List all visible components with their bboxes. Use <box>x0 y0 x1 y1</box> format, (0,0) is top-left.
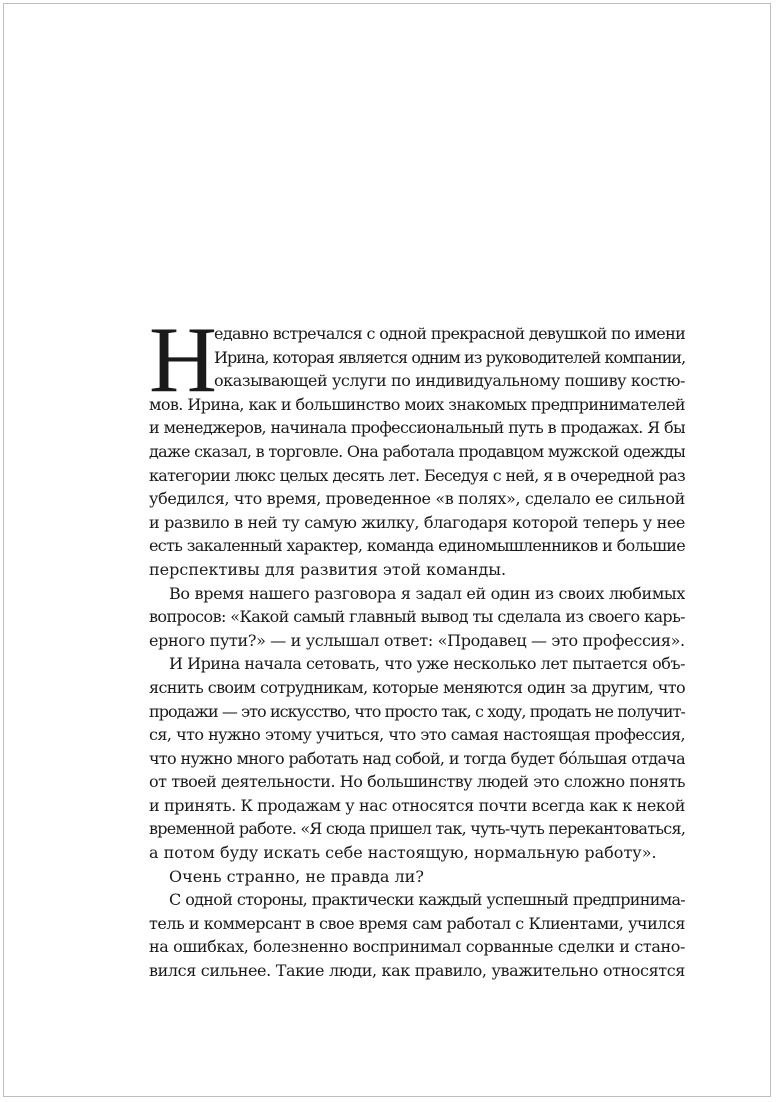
drop-cap: Н <box>149 308 217 412</box>
text-line: и развило в ней ту самую жилку, благодаря которой теперь у нее <box>149 512 685 532</box>
text-line: убедился, что время, проведенное «в полях», сделало ее сильной <box>149 489 685 509</box>
text-line: даже сказал, в торговле. Она работала продавцом мужской одежды <box>149 441 685 461</box>
body-text <box>149 308 685 983</box>
text-line: И Ирина начала сетовать, что уже несколько лет пытается объ- <box>169 654 685 674</box>
text-line: едавно встречался с одной прекрасной девушкой по имени <box>214 324 685 343</box>
text-line: Очень странно, не правда ли? <box>169 866 424 886</box>
text-line: а потом буду искать себе настоящую, нормальную работу». <box>149 843 657 863</box>
text-line: ся, что нужно этому учиться, что это самая настоящая профессия, <box>149 725 685 745</box>
text-line: есть закаленный характер, команда единомышленников и большие <box>149 536 685 556</box>
text-line: на ошибках, болезненно воспринимал сорванные сделки и стано- <box>149 937 685 957</box>
text-line: и принять. К продажам у нас относятся почти всегда как к некой <box>149 795 685 815</box>
text-line: С одной стороны, практически каждый успешный предпринима- <box>169 890 685 910</box>
text-line: тель и коммерсант в свое время сам работал с Клиентами, учился <box>149 913 685 933</box>
text-line: от твоей деятельности. Но большинству людей это сложно понять <box>149 772 685 792</box>
text-line: вопросов: «Какой самый главный вывод ты сделала из своего карь- <box>149 607 685 627</box>
text-line: оказывающей услуги по индивидуальному пошиву костю- <box>214 371 685 391</box>
text-line: категории люкс целых десять лет. Беседуя с ней, я в очередной раз <box>149 465 685 485</box>
text-line: и менеджеров, начинала профессиональный путь в продажах. Я бы <box>149 418 685 438</box>
text-line: мов. Ирина, как и большинство моих знакомых предпринимателей <box>149 394 685 414</box>
text-line: яснить своим сотрудникам, которые меняются один за другим, что <box>149 677 685 697</box>
text-line: что нужно много работать над собой, и тогда будет бо́льшая отдача <box>149 748 685 768</box>
book-page <box>3 3 771 1097</box>
text-line: ерного пути?» — и услышал ответ: «Продавец — это профессия». <box>149 630 685 650</box>
text-line: Во время нашего разговора я задал ей один из своих любимых <box>169 583 685 603</box>
text-line: временной работе. «Я сюда пришел так, чуть-чуть перекантоваться, <box>149 819 685 839</box>
text-line: перспективы для развития этой команды. <box>149 559 507 579</box>
text-line: вился сильнее. Такие люди, как правило, уважительно относятся <box>149 961 685 981</box>
text-line: продажи — это искусство, что просто так, с ходу, продать не получит- <box>149 701 685 721</box>
text-line: Ирина, которая является одним из руководителей компании, <box>214 347 685 367</box>
